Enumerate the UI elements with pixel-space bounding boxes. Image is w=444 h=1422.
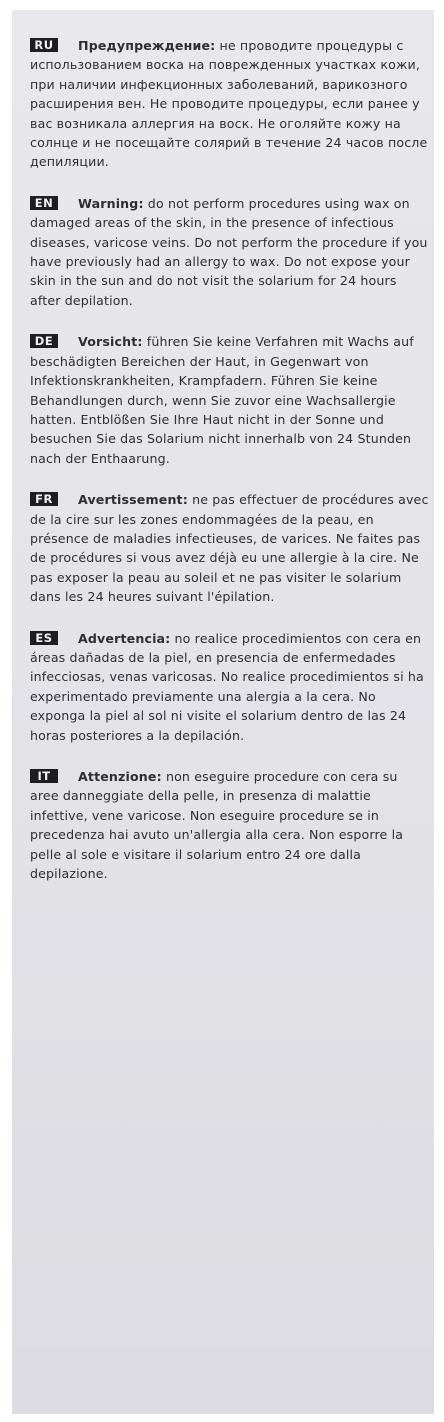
warning-heading-en: Warning: [78,195,144,211]
warning-section-fr [30,490,430,606]
warning-heading-ru: Предупреждение: [78,38,216,53]
warning-text-de: führen Sie keine Verfahren mit Wachs auf beschädigten Bereichen der Haut, in Gegenwart von Infektionskrankheiten, Krampfadern. Führen Sie keine Behandlungen durch, wenn Sie zuvor eine Wachsallergie hatten. Entblößen Sie Ihre Haut nicht in der Sonne und besuchen Sie das Solarium nicht innerhalb von 24 Stunden nach der Enthaarung. [30,334,414,466]
label-panel [12,10,434,1414]
warning-sections [30,36,430,905]
warning-heading-de: Vorsicht: [78,334,143,350]
warning-section-en [30,194,430,310]
language-badge-it: IT [30,769,58,783]
language-badge-es: ES [30,631,58,645]
warning-section-it [30,767,430,883]
warning-section-es [30,629,430,745]
warning-heading-it: Attenzione: [78,769,162,784]
warning-section-de [30,332,430,468]
warning-text-en: do not perform procedures using wax on damaged areas of the skin, in the presence of infectious diseases, varicose veins. Do not perform the procedure if you have previously had an allergy to wax. Do not expose your skin in the sun and do not visit the solarium for 24 hours after depilation. [30,195,428,308]
language-badge-en: EN [30,196,58,210]
warning-heading-es: Advertencia: [78,630,171,646]
warning-text-ru: не проводите процедуры с использованием воска на поврежденных участках кожи, при наличии инфекционных заболеваний, варикозного расширения вен. Не проводите процедуры, если ранее у вас возникала аллергия на воск. Не оголяйте кожу на солнце и не посещайте солярий в течение 24 часов после депиляции. [30,38,428,170]
language-badge-fr: FR [30,492,58,506]
language-badge-de: DE [30,334,58,348]
language-badge-ru: RU [30,38,58,52]
warning-text-es: no realice procedimientos con cera en áreas dañadas de la piel, en presencia de enfermedades infecciosas, venas varicosas. No realice procedimientos si ha experimentado previamente una alergia a la cera. No exponga la piel al sol ni visite el solarium dentro de las 24 horas posteriores a la depilación. [30,630,424,743]
warning-heading-fr: Avertissement: [78,492,188,508]
warning-text-it: non eseguire procedure con cera su aree danneggiate della pelle, in presenza di malattie infettive, vene varicose. Non eseguire procedure se in precedenza hai avuto un'allergia alla cera. Non esporre la pelle al sole e visitare il solarium entro 24 ore dalla depilazione. [30,769,404,882]
warning-section-ru [30,36,430,172]
warning-text-fr: ne pas effectuer de procédures avec de la cire sur les zones endommagées de la peau, en présence de maladies infectieuses, de varices. Ne faites pas de procédures si vous avez déjà eu une allergie à la cire. Ne pas exposer la peau au soleil et ne pas visiter le solarium dans les 24 heures suivant l'épilation. [30,492,429,605]
